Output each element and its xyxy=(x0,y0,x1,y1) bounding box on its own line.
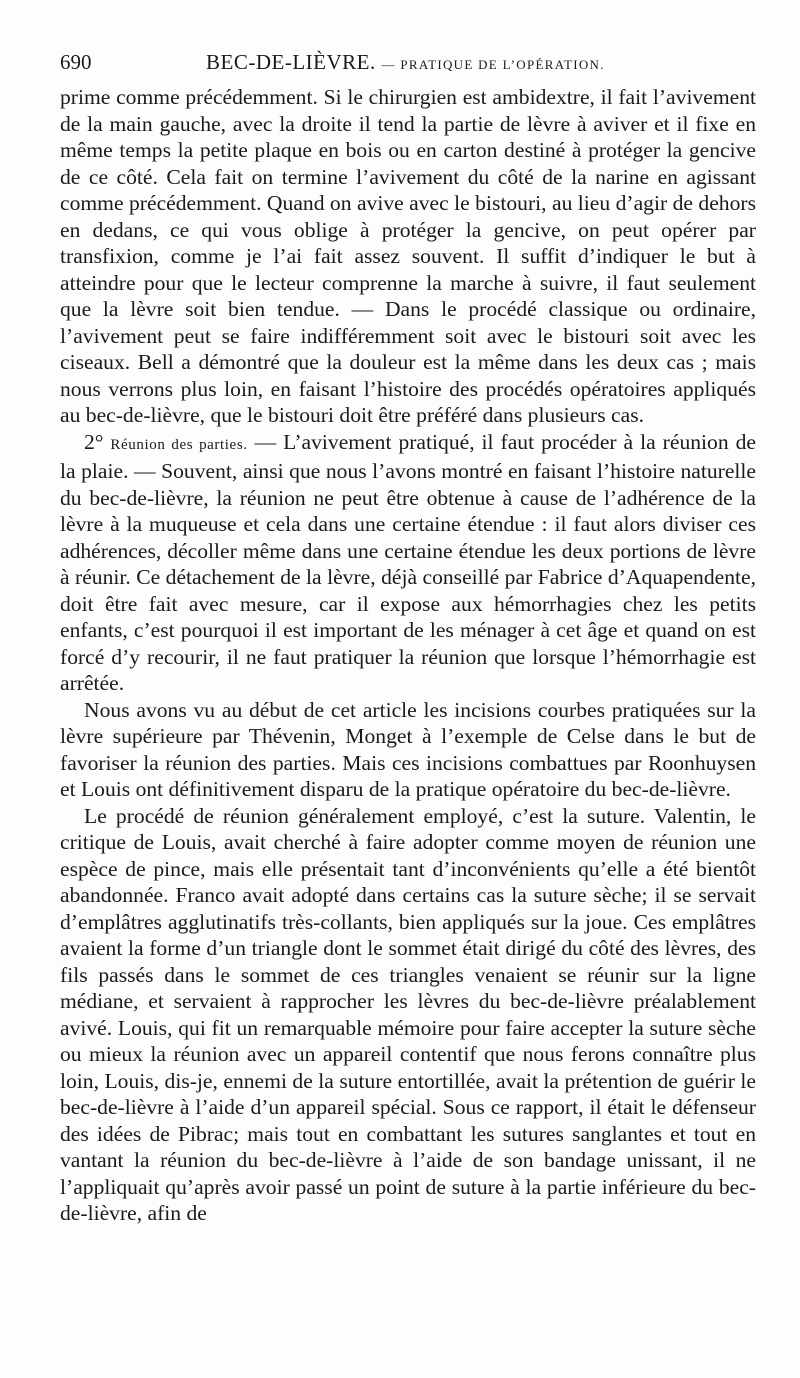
paragraph-4: Le procédé de réunion généralement employé, c’est la suture. Valentin, le critique de Louis, avait cherché à faire adopter comme moyen de réunion une espèce de pince, mais elle présentait tant d’inconvénients qu’elle a été bientôt abandonnée. Franco avait adopté dans certains cas la suture sèche; il se servait d’emplâtres agglutinatifs très-collants, bien appliqués sur la joue. Ces emplâtres avaient la forme d’un triangle dont le sommet était dirigé du côté des lèvres, des fils passés dans le sommet de ces triangles venaient se réunir sur la ligne médiane, et servaient à rapprocher les lèvres du bec-de-lièvre préalablement avivé. Louis, qui fit un remarquable mémoire pour faire accepter la suture sèche ou mieux la réunion avec un appareil contentif que nous ferons connaître plus loin, Louis, dis-je, ennemi de la suture entortillée, avait la prétention de guérir le bec-de-lièvre à l’aide d’un appareil spécial. Sous ce rapport, il était le défenseur des idées de Pibrac; mais tout en combattant les sutures sanglantes et tout en vantant la réunion du bec-de-lièvre à l’aide de son bandage unissant, il ne l’appliquait qu’après avoir passé un point de suture à la partie inférieure du bec-de-lièvre, afin de xyxy=(60,803,756,1225)
paragraph-2 xyxy=(60,429,756,697)
running-title-main: BEC-DE-LIÈVRE. xyxy=(206,50,376,74)
running-title xyxy=(206,44,605,83)
paragraph-3: Nous avons vu au début de cet article les incisions courbes pratiquées sur la lèvre supérieure par Thévenin, Monget à l’exemple de Celse dans le but de favoriser la réunion des parties. Mais ces incisions combattues par Roonhuysen et Louis ont définitivement disparu de la pratique opératoire du bec-de-lièvre. xyxy=(60,697,756,801)
page-number: 690 xyxy=(60,50,92,74)
section-number: 2° xyxy=(84,429,104,454)
running-title-sub: — PRATIQUE DE L’OPÉRATION. xyxy=(381,57,605,72)
paragraph-1: prime comme précédemment. Si le chirurgien est ambidextre, il fait l’avivement de la main gauche, avec la droite il tend la partie de lèvre à aviver et il fixe en même temps la petite plaque en bois ou en carton destiné à protéger la gencive de ce côté. Cela fait on termine l’avivement du côté de la narine en agissant comme précédemment. Quand on avive avec le bistouri, au lieu d’agir de dehors en dedans, ce qui vous oblige à protéger la gencive, on peut opérer par transfixion, comme je l’ai fait assez souvent. Il suffit d’indiquer le but à atteindre pour que le lecteur comprenne la marche à suivre, il faut seulement que la lèvre soit bien tendue. — Dans le procédé classique ou ordinaire, l’avivement peut se faire indifféremment soit avec le bistouri soit avec les ciseaux. Bell a démontré que la douleur est la même dans les deux cas ; mais nous verrons plus loin, en faisant l’histoire des procédés opératoires appliqués au bec-de-lièvre, que le bistouri doit être préféré dans plusieurs cas. xyxy=(60,85,756,427)
running-head xyxy=(60,44,756,80)
section-heading: Réunion des parties. xyxy=(110,436,248,453)
body-text xyxy=(60,84,756,1227)
paragraph-2-text: — L’avivement pratiqué, il faut procéder à la réunion de la plaie. — Souvent, ainsi que nous l’avons montré en faisant l’histoire naturelle du bec-de-lièvre, la réunion ne peut être obtenue à cause de l’adhérence de la lèvre à la muqueuse et cela dans une certaine étendue : il faut alors diviser ces adhérences, décoller même dans une certaine étendue les deux portions de lèvre à réunir. Ce détachement de la lèvre, déjà conseillé par Fabrice d’Aquapendente, doit être fait avec mesure, car il expose aux hémorrhagies chez les petits enfants, c’est pourquoi il est important de les ménager à cet âge et quand on est forcé d’y recourir, il ne faut pratiquer la réunion que lorsque l’hémorrhagie est arrêtée. xyxy=(60,429,756,695)
